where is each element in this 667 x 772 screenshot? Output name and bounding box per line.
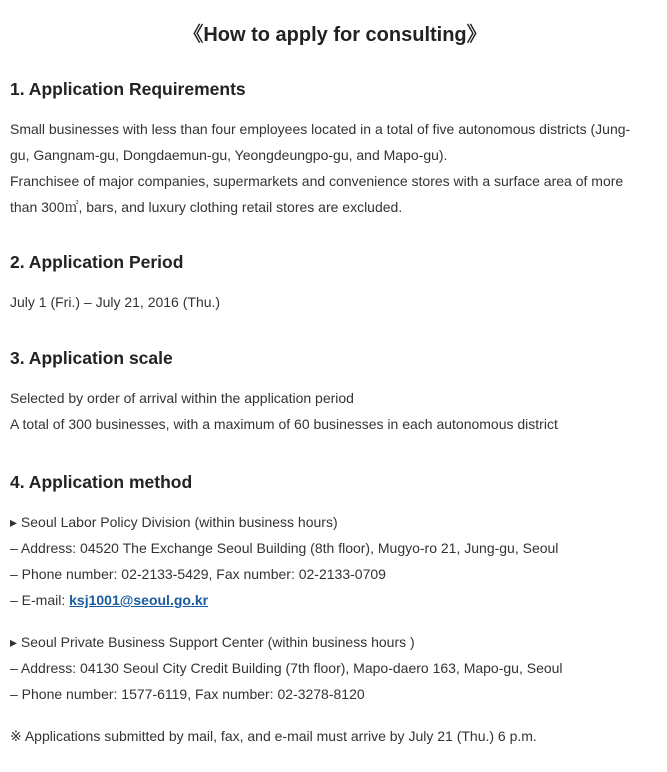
- page-title: 《How to apply for consulting》: [183, 24, 487, 46]
- office-name: ▸ Seoul Private Business Support Center (within business hours ): [10, 634, 415, 650]
- office-address: – Address: 04130 Seoul City Credit Building (7th floor), Mapo-daero 163, Mapo-gu, Seoul: [10, 660, 563, 676]
- text-line: than 300㎡, bars, and luxury clothing retail stores are excluded.: [10, 199, 403, 215]
- deadline-note: ※ Applications submitted by mail, fax, and e-mail must arrive by July 21 (Thu.) 6 p.m.: [10, 728, 537, 744]
- section-heading-period: 2. Application Period: [10, 252, 184, 272]
- text-line: gu, Gangnam-gu, Dongdaemun-gu, Yeongdeungpo-gu, and Mapo-gu).: [10, 147, 448, 163]
- document-page: [10, 0, 660, 749]
- text-line: Selected by order of arrival within the application period: [10, 390, 354, 406]
- scale-text: [10, 385, 660, 437]
- section-heading-scale: 3. Application scale: [10, 348, 173, 368]
- section-heading-method: 4. Application method: [10, 472, 193, 492]
- text-line: A total of 300 businesses, with a maximum of 60 businesses in each autonomous district: [10, 416, 558, 432]
- office-phone: – Phone number: 1577-6119, Fax number: 02-3278-8120: [10, 686, 365, 702]
- office-name: ▸ Seoul Labor Policy Division (within business hours): [10, 514, 338, 530]
- text-line: July 1 (Fri.) – July 21, 2016 (Thu.): [10, 294, 221, 310]
- text-line: Franchisee of major companies, supermarkets and convenience stores with a surface area of more: [10, 173, 624, 189]
- office-email-line: [10, 587, 660, 613]
- office-phone: – Phone number: 02-2133-5429, Fax number: 02-2133-0709: [10, 566, 386, 582]
- email-link[interactable]: ksj1001@seoul.go.kr: [69, 592, 209, 608]
- office-business-support: [10, 629, 660, 707]
- period-text: [10, 289, 660, 315]
- text-line: Small businesses with less than four employees located in a total of five autonomous districts (Jung-: [10, 121, 631, 137]
- office-address: – Address: 04520 The Exchange Seoul Building (8th floor), Mugyo-ro 21, Jung-gu, Seoul: [10, 540, 559, 556]
- requirements-text: [10, 116, 660, 220]
- section-heading-requirements: 1. Application Requirements: [10, 79, 246, 99]
- office-labor-policy: [10, 509, 660, 613]
- email-label: – E-mail:: [10, 592, 70, 608]
